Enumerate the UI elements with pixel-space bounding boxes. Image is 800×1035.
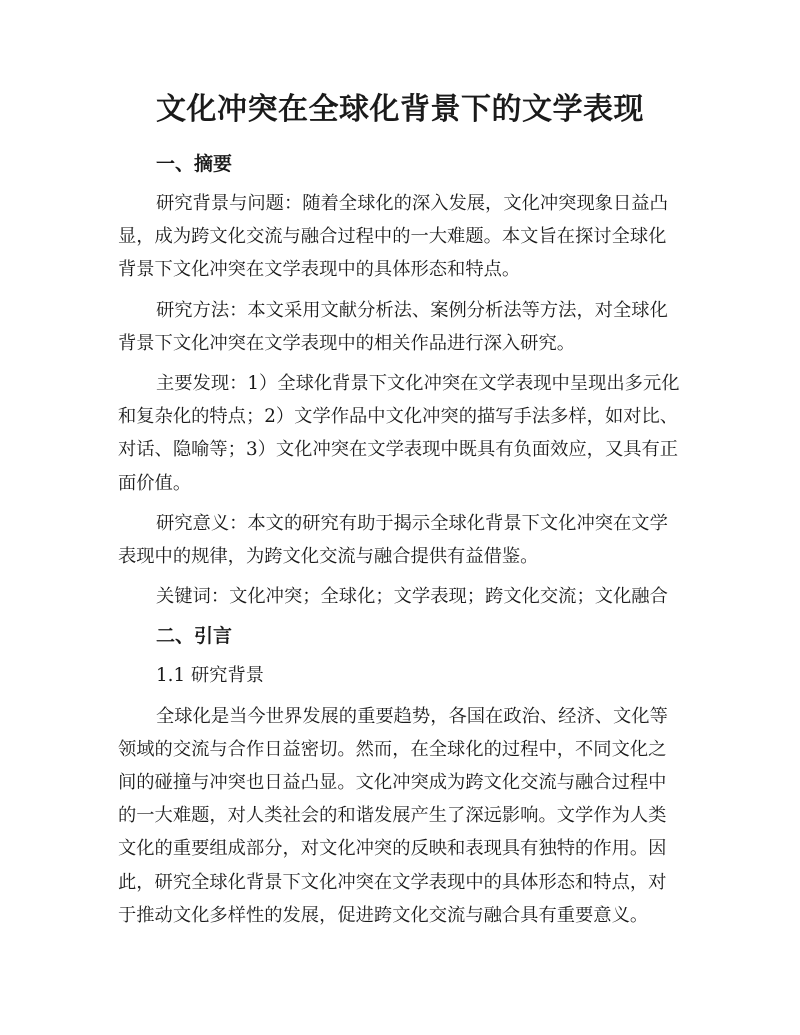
text-line: 间的碰撞与冲突也日益凸显。文化冲突成为跨文化交流与融合过程中 bbox=[118, 772, 667, 794]
keywords-line: 关键词：文化冲突；全球化；文学表现；跨文化交流；文化融合 bbox=[156, 586, 668, 608]
text-line: 和复杂化的特点；2）文学作品中文化冲突的描写手法多样，如对比、 bbox=[118, 406, 679, 428]
text-line: 背景下文化冲突在文学表现中的相关作品进行深入研究。 bbox=[118, 332, 576, 354]
abstract-method-paragraph bbox=[118, 294, 682, 360]
text-line: 背景下文化冲突在文学表现中的具体形态和特点。 bbox=[118, 259, 521, 281]
text-line: 此，研究全球化背景下文化冲突在文学表现中的具体形态和特点，对 bbox=[118, 871, 667, 893]
text-line: 于推动文化多样性的发展，促进跨文化交流与融合具有重要意义。 bbox=[118, 904, 649, 926]
text-line: 面价值。 bbox=[118, 472, 192, 494]
document-title: 文化冲突在全球化背景下的文学表现 bbox=[156, 92, 644, 127]
text-line: 显，成为跨文化交流与融合过程中的一大难题。本文旨在探讨全球化 bbox=[118, 226, 667, 248]
text-line: 领域的交流与合作日益密切。然而，在全球化的过程中，不同文化之 bbox=[118, 738, 667, 760]
text-line: 的一大难题，对人类社会的和谐发展产生了深远影响。文学作为人类 bbox=[118, 805, 667, 827]
introduction-heading: 二、引言 bbox=[156, 625, 233, 648]
document-body bbox=[118, 148, 682, 939]
text-line: 研究意义：本文的研究有助于揭示全球化背景下文化冲突在文学 bbox=[156, 512, 668, 534]
abstract-heading: 一、摘要 bbox=[156, 153, 233, 175]
text-line: 全球化是当今世界发展的重要趋势，各国在政治、经济、文化等 bbox=[156, 705, 668, 727]
text-line: 研究方法：本文采用文献分析法、案例分析法等方法，对全球化 bbox=[156, 299, 668, 321]
abstract-significance-paragraph bbox=[118, 507, 682, 573]
text-line: 主要发现：1）全球化背景下文化冲突在文学表现中呈现出多元化 bbox=[156, 373, 680, 395]
text-line: 表现中的规律，为跨文化交流与融合提供有益借鉴。 bbox=[118, 546, 539, 568]
introduction-background-paragraph bbox=[118, 700, 682, 932]
text-line: 研究背景与问题：随着全球化的深入发展，文化冲突现象日益凸 bbox=[156, 193, 668, 214]
abstract-background-paragraph bbox=[118, 187, 682, 287]
abstract-findings-paragraph bbox=[118, 367, 682, 500]
text-line: 文化的重要组成部分，对文化冲突的反映和表现具有独特的作用。因 bbox=[118, 838, 667, 860]
text-line: 对话、隐喻等；3）文化冲突在文学表现中既具有负面效应，又具有正 bbox=[118, 439, 679, 461]
research-background-subheading: 1.1 研究背景 bbox=[156, 665, 265, 687]
